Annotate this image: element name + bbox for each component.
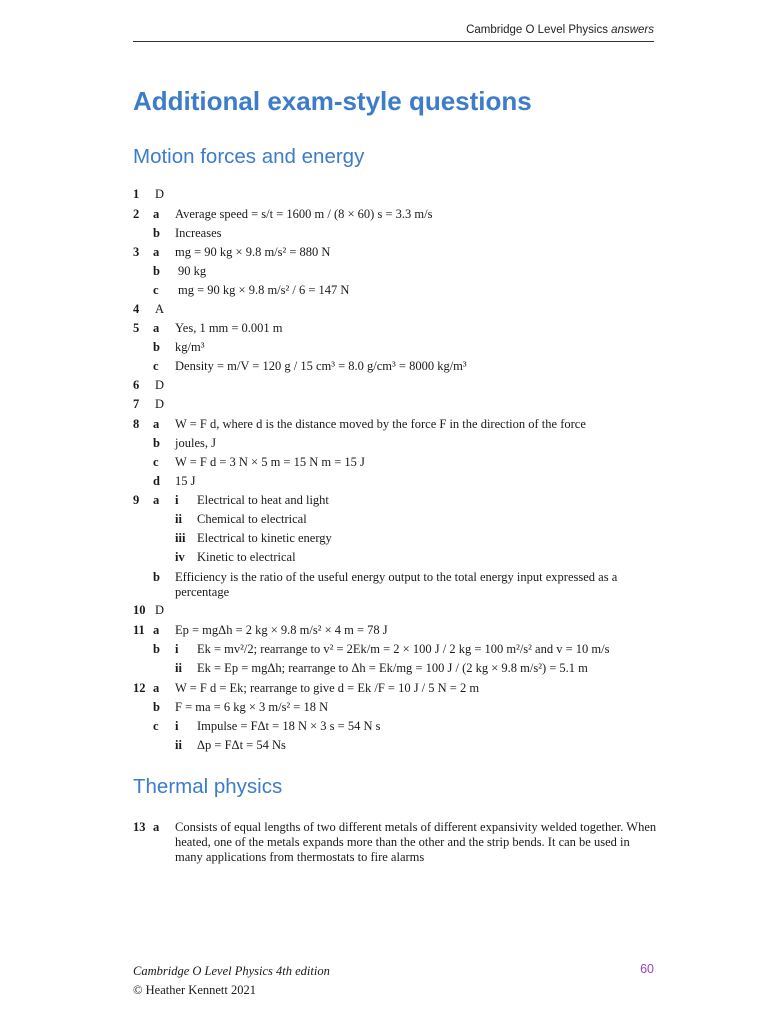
- part-label: a: [153, 245, 160, 259]
- part-label: a: [153, 820, 160, 834]
- answer: Ek = Ep = mgΔh; rearrange to Δh = Ek/mg = 100 J / (2 kg × 9.8 m/s²) = 5.1 m: [197, 661, 588, 675]
- answer: Δp = FΔt = 54 Ns: [197, 738, 286, 752]
- page-number: 60: [640, 962, 654, 976]
- answer: D: [155, 397, 165, 411]
- part-label: b: [153, 436, 160, 450]
- question-number: 13: [133, 820, 146, 834]
- subpart-label: ii: [175, 738, 182, 752]
- subpart-label: ii: [175, 512, 182, 526]
- header-rule: [133, 41, 654, 42]
- part-label: b: [153, 570, 160, 584]
- answer: D: [155, 187, 165, 201]
- part-label: b: [153, 642, 160, 656]
- answer: F = ma = 6 kg × 3 m/s² = 18 N: [175, 700, 329, 714]
- header-text: [466, 24, 654, 36]
- part-label: a: [153, 681, 160, 695]
- part-label: b: [153, 340, 160, 354]
- answer: mg = 90 kg × 9.8 m/s² / 6 = 147 N: [178, 283, 350, 297]
- header-text-italic: answers: [611, 24, 654, 36]
- part-label: d: [153, 474, 160, 488]
- part-label: a: [153, 493, 160, 507]
- header-text-main: Cambridge O Level Physics: [466, 24, 612, 36]
- answer: W = F d = Ek; rearrange to give d = Ek /F = 10 J / 5 N = 2 m: [175, 681, 480, 695]
- question-number: 9: [133, 493, 140, 507]
- part-label: b: [153, 264, 160, 278]
- part-label: b: [153, 700, 160, 714]
- answer: Average speed = s/t = 1600 m / (8 × 60) s = 3.3 m/s: [175, 207, 433, 221]
- answer: W = F d, where d is the distance moved by the force F in the direction of the force: [175, 417, 586, 431]
- answer: 90 kg: [178, 264, 207, 278]
- subpart-label: iv: [175, 550, 185, 564]
- answer: Efficiency is the ratio of the useful energy output to the total energy input expressed as a percentage: [175, 570, 618, 599]
- footer-book-title: Cambridge O Level Physics 4th edition: [133, 964, 330, 978]
- part-label: a: [153, 417, 160, 431]
- question-number: 8: [133, 417, 140, 431]
- answer: 15 J: [175, 474, 196, 488]
- section-title-motion: Motion forces and energy: [133, 145, 365, 168]
- answer: Increases: [175, 226, 222, 240]
- answer: W = F d = 3 N × 5 m = 15 N m = 15 J: [175, 455, 365, 469]
- part-label: c: [153, 719, 159, 733]
- subpart-label: ii: [175, 661, 182, 675]
- footer-copyright: © Heather Kennett 2021: [133, 983, 256, 997]
- part-label: c: [153, 359, 159, 373]
- question-number: 1: [133, 187, 140, 201]
- subpart-label: i: [175, 719, 179, 733]
- subpart-label: i: [175, 493, 179, 507]
- answer: kg/m³: [175, 340, 205, 354]
- page-title: Additional exam-style questions: [133, 86, 532, 116]
- section-title-thermal: Thermal physics: [133, 775, 283, 798]
- answer: Electrical to kinetic energy: [197, 531, 332, 545]
- question-number: 2: [133, 207, 140, 221]
- question-number: 4: [133, 302, 140, 316]
- part-label: c: [153, 283, 159, 297]
- part-label: a: [153, 321, 160, 335]
- answer: D: [155, 378, 165, 392]
- part-label: a: [153, 623, 160, 637]
- question-number: 5: [133, 321, 140, 335]
- answer: Impulse = FΔt = 18 N × 3 s = 54 N s: [197, 719, 381, 733]
- answer: Ek = mv²/2; rearrange to v² = 2Ek/m = 2 × 100 J / 2 kg = 100 m²/s² and v = 10 m/s: [197, 642, 610, 656]
- question-number: 11: [133, 623, 145, 637]
- answer: Ep = mgΔh = 2 kg × 9.8 m/s² × 4 m = 78 J: [175, 623, 388, 637]
- question-13a: [133, 818, 658, 868]
- question-number: 10: [133, 603, 146, 617]
- answer: Electrical to heat and light: [197, 493, 329, 507]
- answer: Chemical to electrical: [197, 512, 307, 526]
- answer: A: [155, 302, 165, 316]
- question-number: 6: [133, 378, 140, 392]
- answer: Yes, 1 mm = 0.001 m: [175, 321, 283, 335]
- answer: D: [155, 603, 165, 617]
- part-label: a: [153, 207, 160, 221]
- page-footer: [133, 962, 330, 1000]
- subpart-label: iii: [175, 531, 186, 545]
- answer: Kinetic to electrical: [197, 550, 296, 564]
- question-number: 12: [133, 681, 146, 695]
- answer: Consists of equal lengths of two different metals of different expansivity welded together. When heated, one of the metals expands more than the other and the strip bends. It can be used in many applications from thermostats to fire alarms: [175, 820, 657, 864]
- question-number: 7: [133, 397, 140, 411]
- part-label: c: [153, 455, 159, 469]
- question-9b: [133, 568, 658, 602]
- answer: joules, J: [175, 436, 216, 450]
- subpart-label: i: [175, 642, 179, 656]
- answer: mg = 90 kg × 9.8 m/s² = 880 N: [175, 245, 331, 259]
- question-number: 3: [133, 245, 140, 259]
- part-label: b: [153, 226, 160, 240]
- answer: Density = m/V = 120 g / 15 cm³ = 8.0 g/cm³ = 8000 kg/m³: [175, 359, 467, 373]
